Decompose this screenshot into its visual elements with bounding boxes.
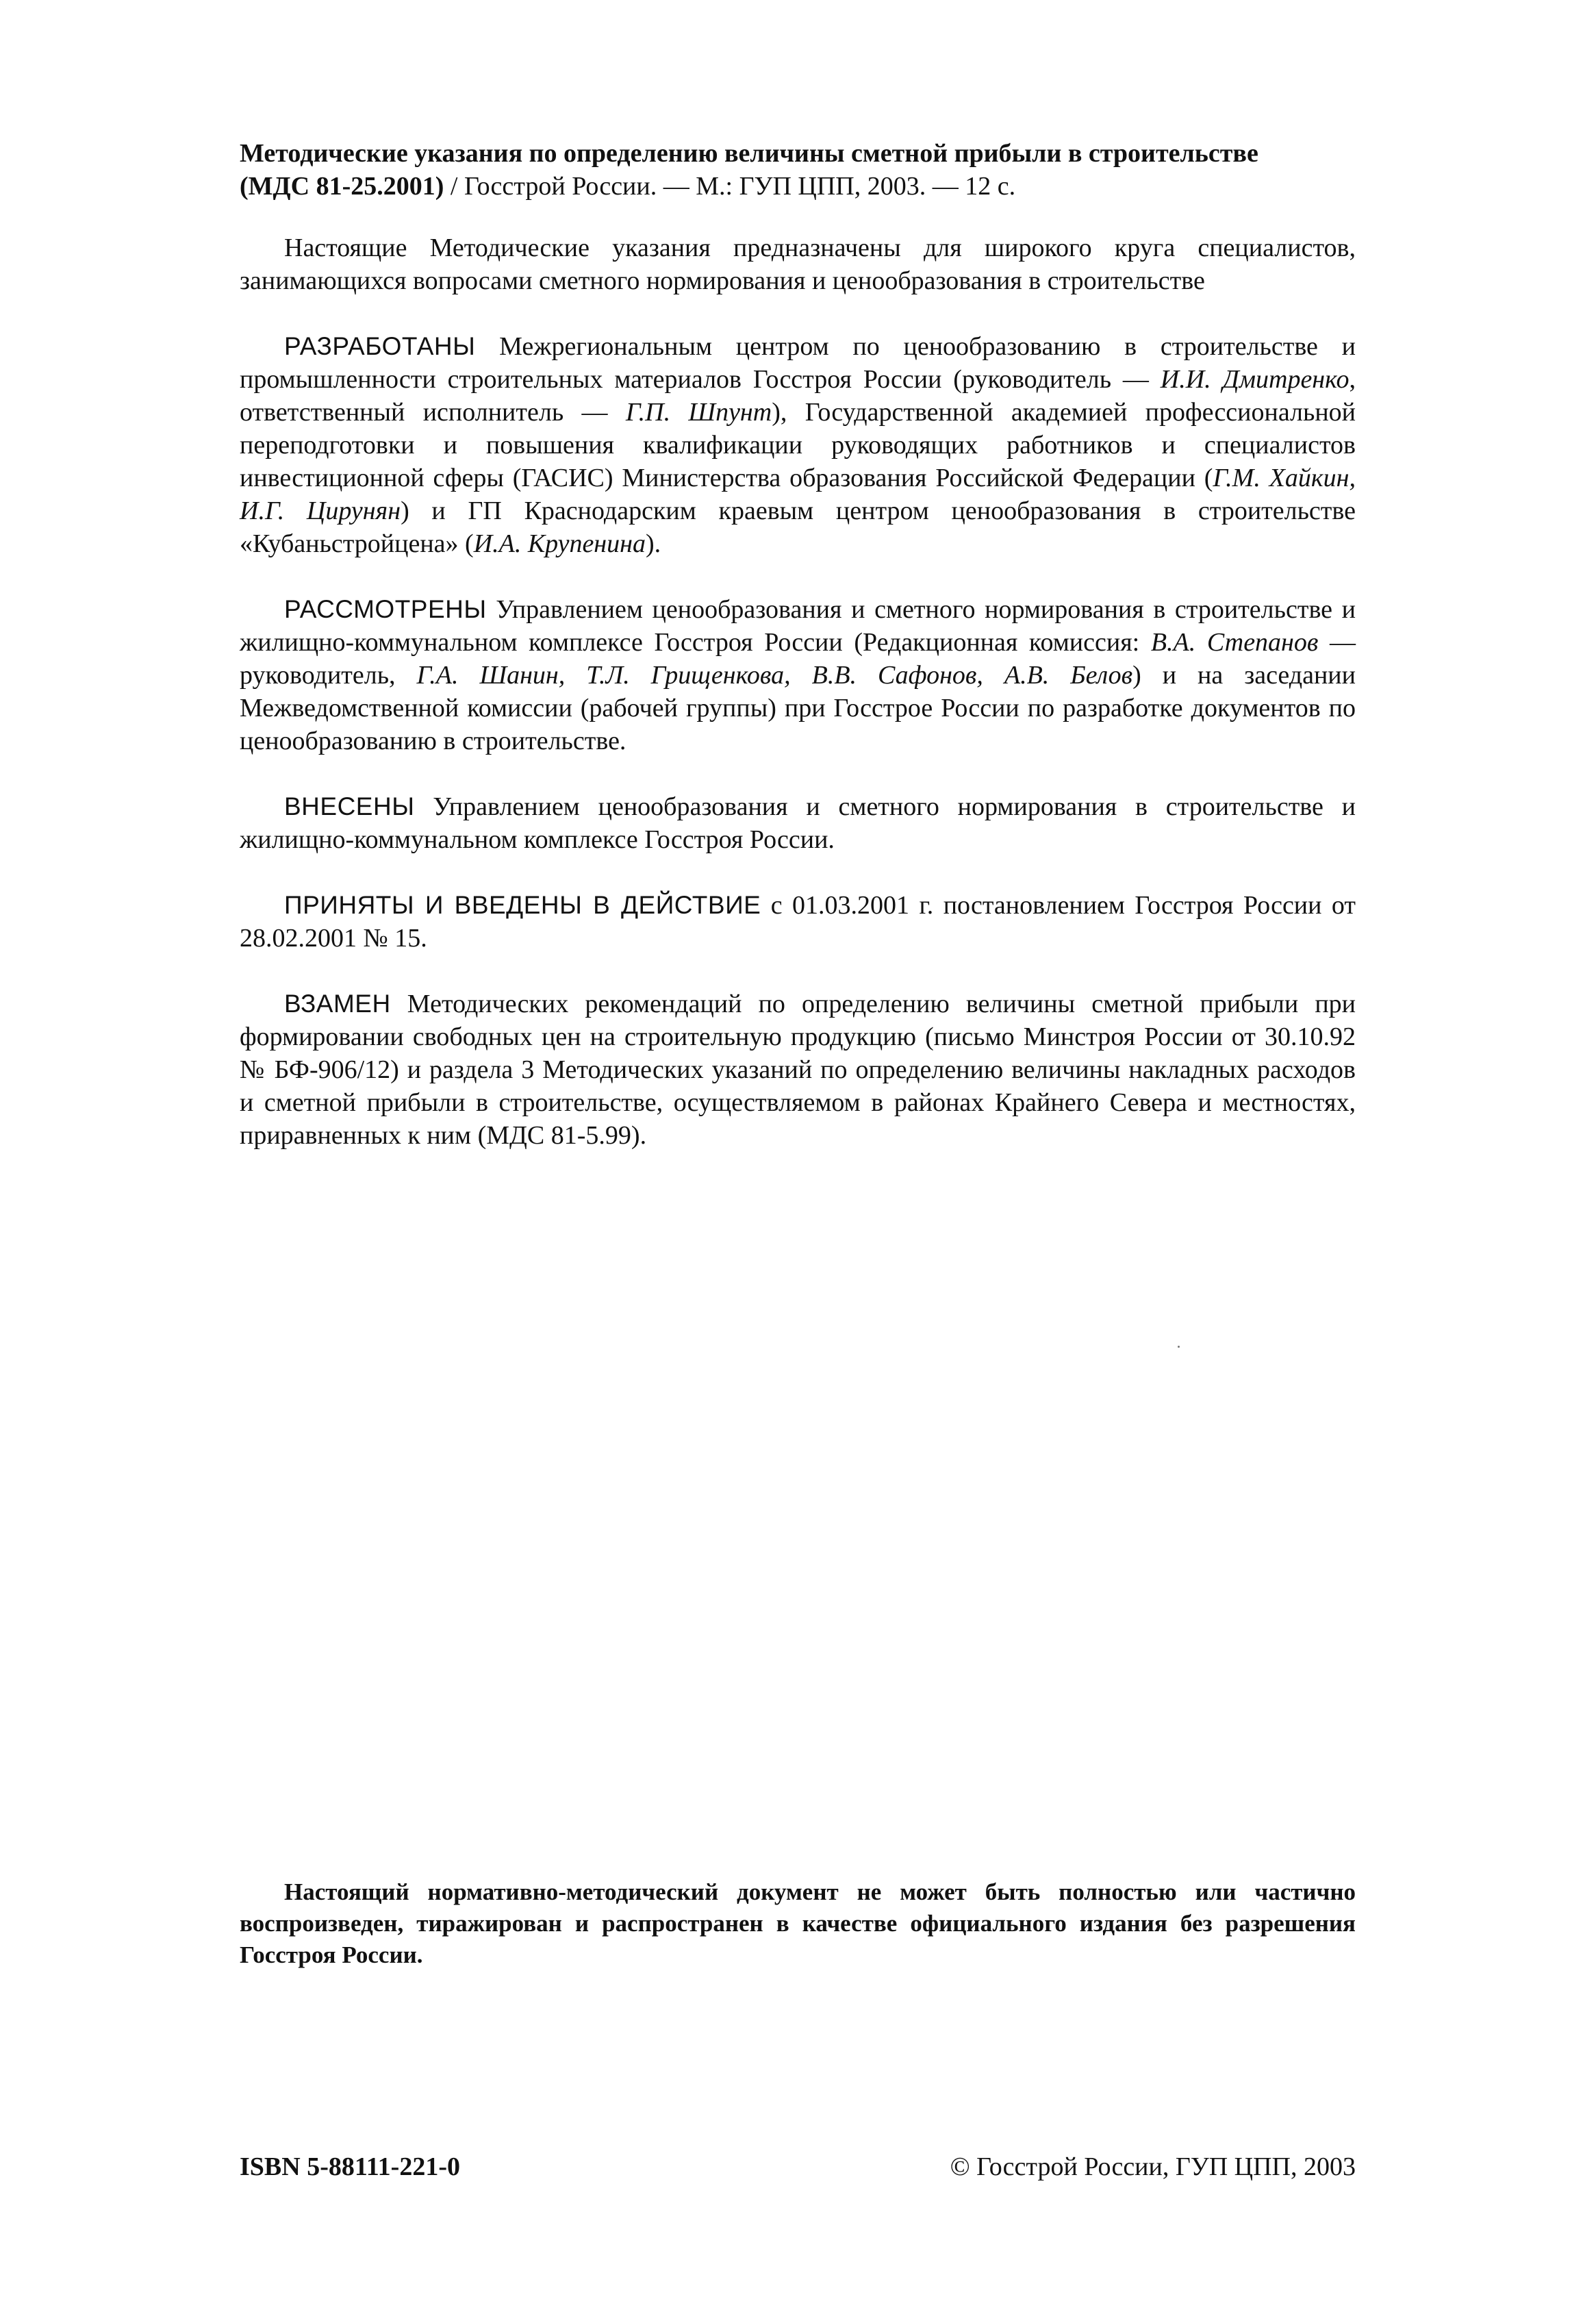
developed-person-3: Г.М. Хайкин, И.Г. Цирунян — [240, 464, 1356, 525]
reviewed-paragraph — [240, 593, 1356, 757]
page-footer — [240, 2150, 1356, 2183]
adopted-paragraph — [240, 889, 1356, 955]
developed-text-3: ), Государственной академией профессиональной переподготовки и повышения квалификации руководящих работников и специалистов инвестиционной сферы (ГАСИС) Министерства образования Российской Федерации ( — [240, 398, 1356, 492]
document-code: (МДС 81-25.2001) — [240, 172, 444, 201]
developed-paragraph — [240, 330, 1356, 560]
reviewed-text-3: ) и на заседании Межведомственной комиссии (рабочей группы) при Госстрое России по разработке документов по ценообразованию в строительстве. — [240, 661, 1356, 755]
reviewed-person-2: Г.А. Шанин, Т.Л. Грищенкова, В.В. Сафонов, А.В. Белов — [416, 661, 1133, 690]
developed-text-5: ). — [646, 529, 661, 558]
introduced-lead: ВНЕСЕНЫ — [284, 792, 415, 820]
developed-person-1: И.И. Дмитренко — [1160, 365, 1350, 394]
introduced-paragraph — [240, 790, 1356, 856]
adopted-lead: ПРИНЯТЫ И ВВЕДЕНЫ В ДЕЙСТВИЕ — [284, 891, 761, 919]
isbn: ISBN 5-88111-221-0 — [240, 2152, 460, 2181]
developed-text-2: , ответственный исполнитель — — [240, 365, 1356, 427]
document-title: Методические указания по определению величины сметной прибыли в строительстве — [240, 139, 1258, 168]
replaces-text: Методических рекомендаций по определению величины сметной прибыли при формировании свободных цен на строительную продукцию (письмо Минстроя России от 30.10.92 № БФ-906/12) и раздела 3 Методических указаний по определению величины накладных расходов и сметной прибыли в строительстве, осуществляемом в районах Крайнего Севера и местностях, приравненных к ним (МДС 81-5.99). — [240, 990, 1356, 1150]
developed-person-2: Г.П. Шпунт — [625, 398, 772, 427]
adopted-text: с 01.03.2001 г. постановлением Госстроя России от 28.02.2001 № 15. — [240, 891, 1356, 953]
copyright-notice: Настоящий нормативно-методический документ не может быть полностью или частично воспроизведен, тиражирован и распространен в качестве официального издания без разрешения Госстроя России. — [240, 1878, 1356, 1968]
document-page — [240, 137, 1356, 1152]
introduced-text: Управлением ценообразования и сметного нормирования в строительстве и жилищно-коммунальном комплексе Госстроя России. — [240, 792, 1356, 854]
developed-lead: РАЗРАБОТАНЫ — [284, 332, 476, 360]
bibliographic-record — [240, 137, 1356, 203]
developed-person-4: И.А. Крупенина — [473, 529, 646, 558]
reviewed-text-1: Управлением ценообразования и сметного нормирования в строительстве и жилищно-коммунальном комплексе Госстроя России (Редакционная комиссия: — [240, 595, 1356, 657]
intro-paragraph: Настоящие Методические указания предназначены для широкого круга специалистов, занимающихся вопросами сметного нормирования и ценообразования в строительстве — [240, 234, 1356, 295]
reviewed-lead: РАССМОТРЕНЫ — [284, 595, 487, 623]
replaces-paragraph — [240, 988, 1356, 1152]
developed-text-1: Межрегиональным центром по ценообразованию в строительстве и промышленности строительных материалов Госстроя России (руководитель — — [240, 332, 1356, 394]
reviewed-text-2: — руководитель, — [240, 628, 1356, 690]
reviewed-person-1: В.А. Степанов — [1150, 628, 1319, 657]
developed-text-4: ) и ГП Краснодарским краевым центром ценообразования в строительстве «Кубаньстройцена» ( — [240, 497, 1356, 558]
document-imprint: / Госстрой России. — М.: ГУП ЦПП, 2003. — 12 с. — [444, 172, 1016, 201]
scan-speck — [1178, 1346, 1180, 1348]
copyright-line: © Госстрой России, ГУП ЦПП, 2003 — [950, 2152, 1356, 2181]
replaces-lead: ВЗАМЕН — [284, 990, 391, 1018]
